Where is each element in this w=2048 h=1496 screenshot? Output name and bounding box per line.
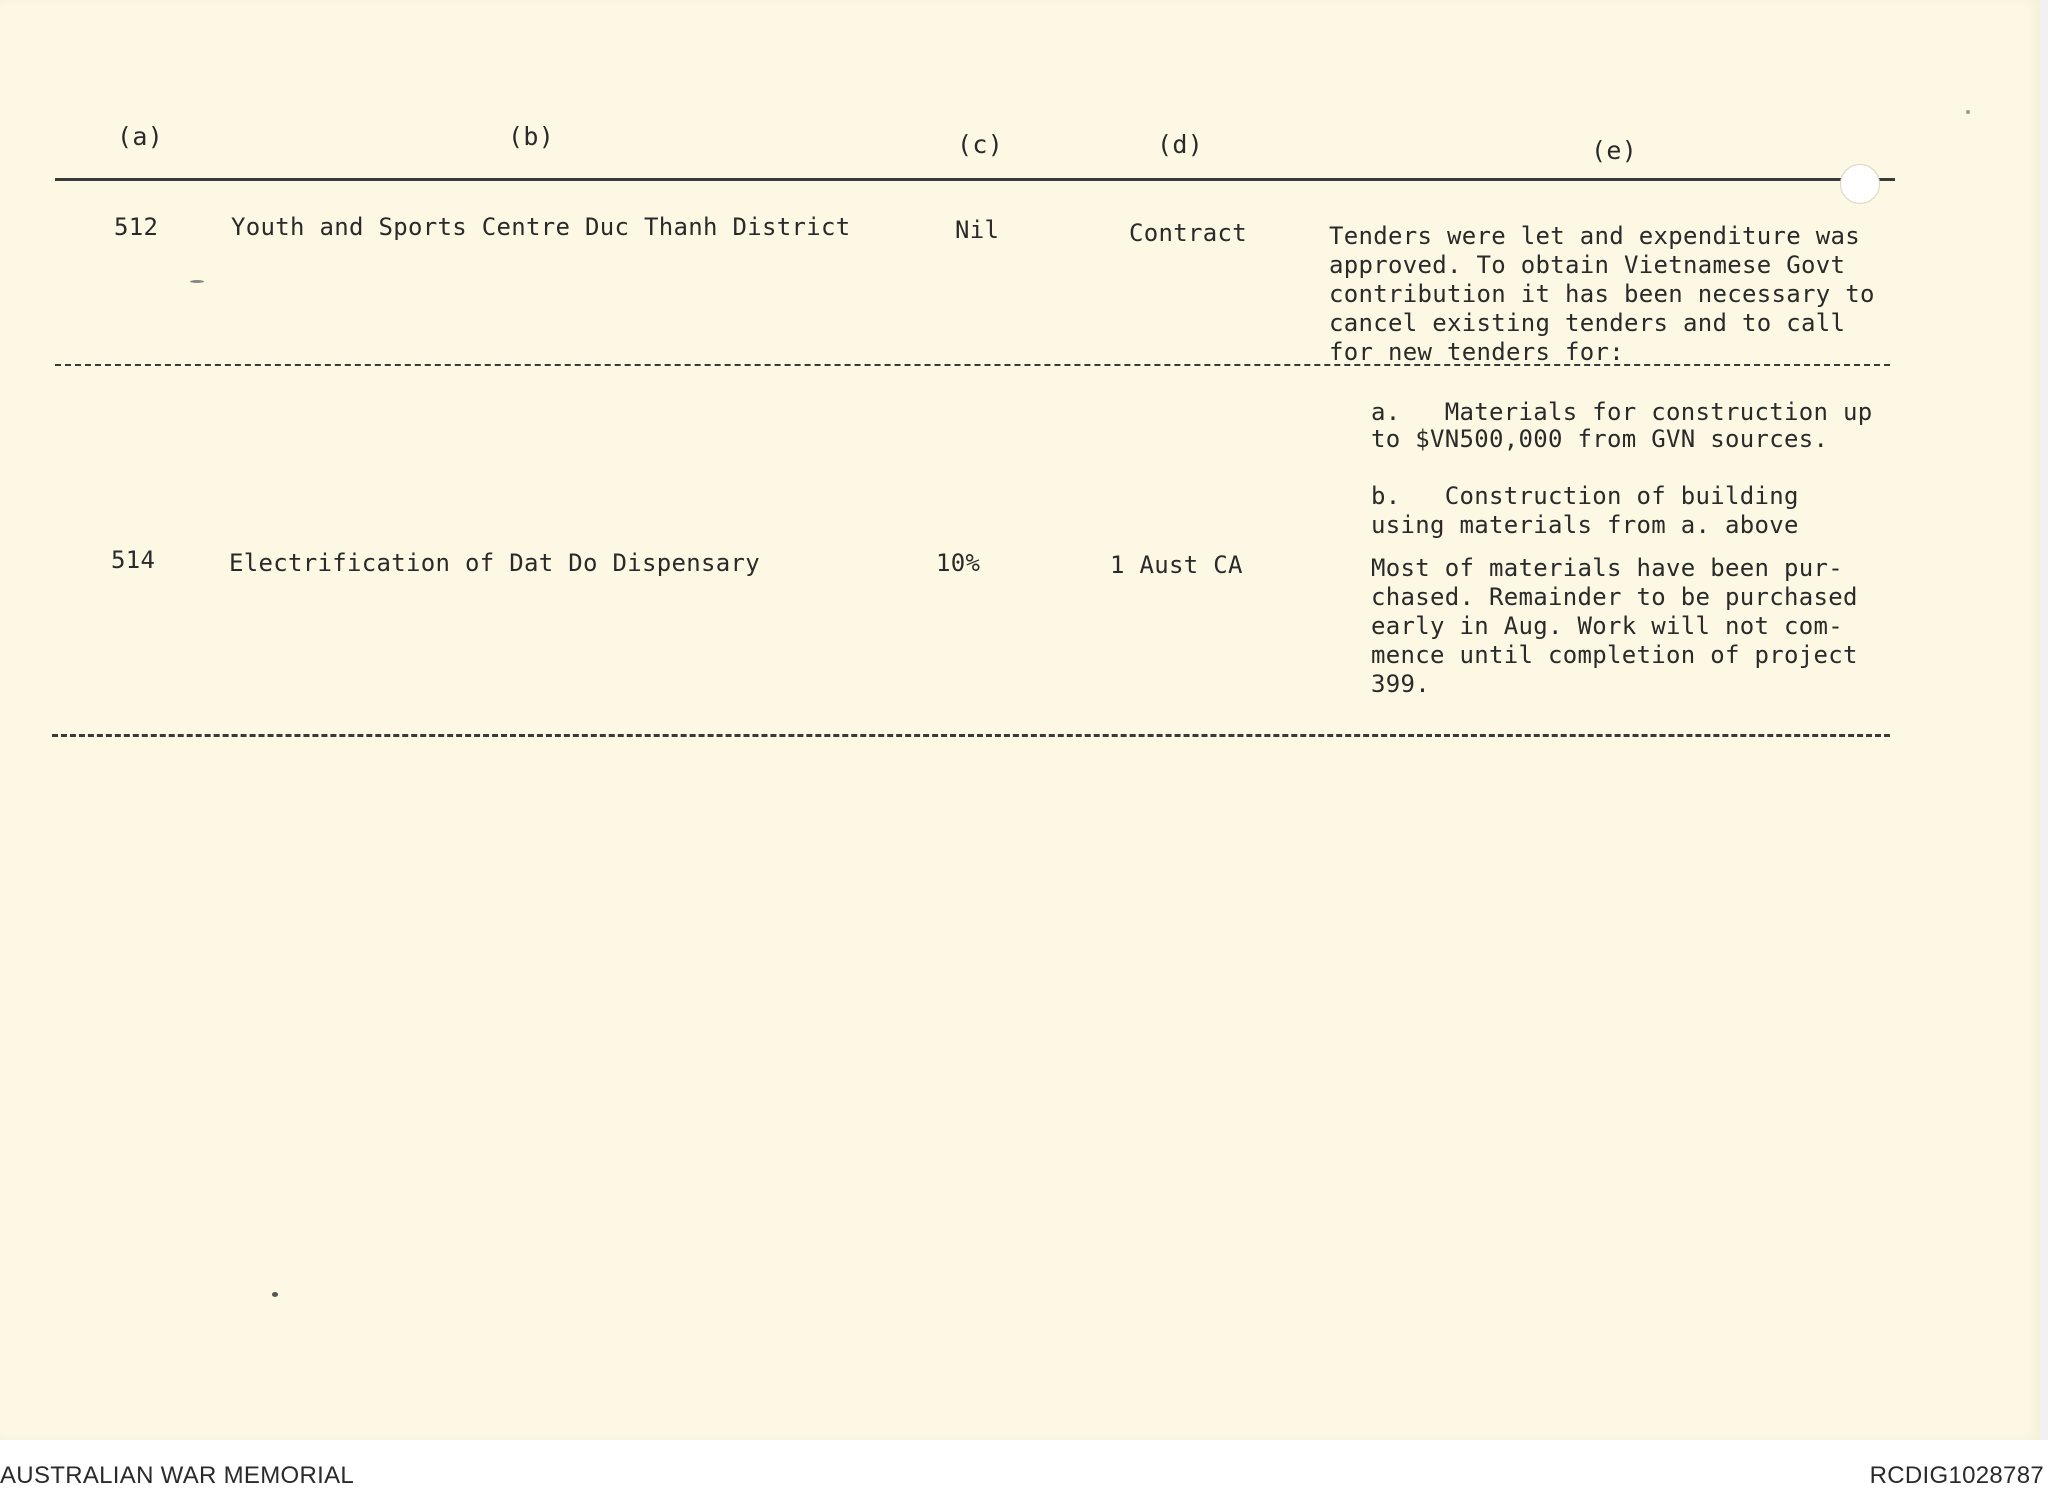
bottom-rule	[52, 734, 1890, 737]
paper-mark	[272, 1292, 278, 1297]
header-rule	[55, 178, 1895, 181]
archive-credit: AUSTRALIAN WAR MEMORIAL	[0, 1462, 355, 1489]
row-514-percent: 10%	[936, 549, 981, 577]
row-514-project: Electrification of Dat Do Dispensary	[229, 549, 760, 577]
subitem-line: using materials from a. above	[1371, 511, 1799, 539]
remarks-line: cancel existing tenders and to call	[1329, 309, 1846, 337]
remarks-line: contribution it has been necessary to	[1329, 280, 1875, 308]
subitem-line: to $VN500,000 from GVN sources.	[1371, 425, 1829, 453]
paper-mark	[190, 280, 204, 283]
row-512-number: 512	[114, 213, 159, 241]
scan-border	[2040, 0, 2048, 1440]
punch-hole	[1840, 164, 1880, 204]
paper-mark	[1966, 110, 1970, 114]
remarks-line: mence until completion of project	[1371, 641, 1858, 669]
remarks-line: approved. To obtain Vietnamese Govt	[1329, 251, 1846, 279]
remarks-line: Tenders were let and expenditure was	[1329, 222, 1860, 250]
remarks-line: chased. Remainder to be purchased	[1371, 583, 1858, 611]
remarks-line: for new tenders for:	[1329, 338, 1624, 366]
column-header-d: (d)	[1157, 130, 1204, 159]
archive-record-id: RCDIG1028787	[1869, 1462, 2044, 1489]
remarks-line: Most of materials have been pur-	[1371, 554, 1843, 582]
column-header-a: (a)	[117, 122, 164, 151]
remarks-line: early in Aug. Work will not com-	[1371, 612, 1843, 640]
column-header-e: (e)	[1591, 136, 1638, 165]
row-512-percent: Nil	[955, 216, 1000, 244]
row-512-method: Contract	[1129, 219, 1247, 247]
column-header-b: (b)	[508, 122, 555, 151]
subitem-line: a. Materials for construction up	[1371, 398, 1873, 426]
row-separator	[55, 364, 1890, 366]
row-514-method: 1 Aust CA	[1110, 551, 1243, 579]
column-header-c: (c)	[957, 130, 1004, 159]
subitem-line: b. Construction of building	[1371, 482, 1799, 510]
row-512-project: Youth and Sports Centre Duc Thanh District	[231, 213, 851, 241]
remarks-line: 399.	[1371, 670, 1430, 698]
row-514-number: 514	[111, 546, 156, 574]
